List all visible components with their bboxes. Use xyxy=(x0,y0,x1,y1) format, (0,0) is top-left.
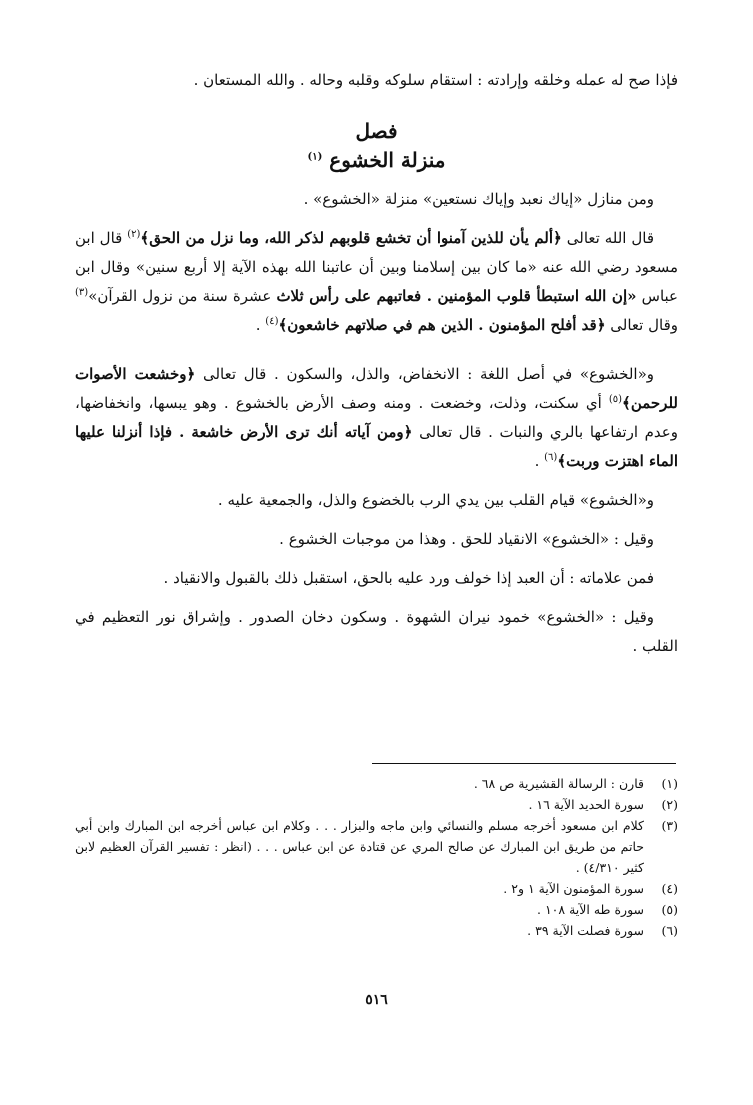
section-heading xyxy=(75,117,678,175)
footnote-item xyxy=(75,878,678,899)
footnote-text: سورة الحديد الآية ١٦ . xyxy=(528,797,644,812)
footnote-marker-2: (٢) xyxy=(127,229,141,240)
paragraph-verse-hadid: قال الله تعالى ﴿ألم يأن للذين آمنوا أن تخشع قلوبهم لذكر الله، وما نزل من الحق﴾$^{(٢)}$ قال ابن مسعود رضي الله عنه «ما كان بين إسلامنا وبين أن عاتبنا الله بهذه الآية إلا أربع سنين» وقال ابن عباس «إن الله استبطأ قلوب المؤمنين . فعاتبهم على رأس ثلاث عشرة سنة من نزول القرآن»$^{(٣)}$ وقال تعالى ﴿قد أفلح المؤمنون . الذين هم في صلاتهم خاشعون﴾$^{(٤)}$ . xyxy=(75,229,678,334)
footnote-text: كلام ابن مسعود أخرجه مسلم والنسائي وابن ماجه والبزار . . . وكلام ابن عباس أخرجه ابن المبارك وابن أبي حاتم من طريق ابن المبارك عن صالح المري عن قتادة عن ابن عباس . . . (انظر : تفسير القرآن العظيم لابن كثير ٤/٣١٠) . xyxy=(75,818,644,875)
footnote-item xyxy=(75,899,678,920)
subtitle-text: منزلة الخشوع xyxy=(329,148,446,172)
footnote-item xyxy=(75,773,678,794)
section-title: فصل xyxy=(355,119,398,143)
paragraph-khumud: وقيل : «الخشوع» خمود نيران الشهوة . وسكون دخان الصدور . وإشراق نور التعظيم في القلب . xyxy=(75,608,678,655)
footnote-item xyxy=(75,794,678,815)
footnote-number: (٦) xyxy=(661,923,678,938)
footnotes xyxy=(75,773,678,941)
footnote-number: (٣) xyxy=(661,818,678,833)
paragraph-alamat: فمن علاماته : أن العبد إذا خولف ورد عليه بالحق، استقبل ذلك بالقبول والانقياد . xyxy=(163,569,654,587)
paragraph-inqiyad: وقيل : «الخشوع» الانقياد للحق . وهذا من موجبات الخشوع . xyxy=(279,530,654,548)
subtitle-footnote-marker: (١) xyxy=(307,151,323,163)
footnote-item xyxy=(75,815,678,878)
quran-verse-hadid: ﴿ألم يأن للذين آمنوا أن تخشع قلوبهم لذكر الله، وما نزل من الحق﴾ xyxy=(140,229,562,247)
ibn-abbas-quote: «إن الله استبطأ قلوب المؤمنين . فعاتبهم على رأس ثلاث xyxy=(276,287,637,305)
footnote-number: (١) xyxy=(661,776,678,791)
footnote-text: سورة المؤمنون الآية ١ و٢ . xyxy=(503,881,644,896)
footnote-marker-5: (٥) xyxy=(608,394,623,405)
footnote-number: (٥) xyxy=(661,902,678,917)
page-number: ٥١٦ xyxy=(365,992,388,1008)
paragraph-manzil: ومن منازل «إياك نعبد وإياك نستعين» منزلة «الخشوع» . xyxy=(303,190,654,208)
intro-line: فإذا صح له عمله وخلقه وإرادته : استقام سلوكه وقلبه وحاله . والله المستعان . xyxy=(193,71,678,89)
quran-verse-fussilat: ﴿ومن آياته أنك ترى الأرض خاشعة . فإذا أنزلنا عليها الماء اهتزت وربت﴾ xyxy=(75,423,678,470)
footnote-item xyxy=(75,920,678,941)
footnote-marker-6: (٦) xyxy=(544,452,558,463)
footnote-text: قارن : الرسالة القشيرية ص ٦٨ . xyxy=(473,776,644,791)
footnote-marker-3: (٣) xyxy=(75,287,89,298)
footnote-divider xyxy=(372,763,676,764)
main-text xyxy=(75,66,678,661)
paragraph-definition: و«الخشوع» قيام القلب بين يدي الرب بالخضوع والذل، والجمعية عليه . xyxy=(217,491,654,509)
footnote-number: (٢) xyxy=(661,797,678,812)
footnote-number: (٤) xyxy=(661,881,678,896)
quran-verse-taha: ﴿وخشعت الأصوات للرحمن﴾ xyxy=(75,365,678,412)
footnote-marker-4: (٤) xyxy=(265,316,279,327)
paragraph-lughah: و«الخشوع» في أصل اللغة : الانخفاض، والذل، والسكون . قال تعالى ﴿وخشعت الأصوات للرحمن﴾$^{(٥)}$ أي سكنت، وذلت، وخضعت . ومنه وصف الأرض بالخشوع . وهو يبسها، وانخفاضها، وعدم ارتفاعها بالري والنبات . قال تعالى ﴿ومن آياته أنك ترى الأرض خاشعة . فإذا أنزلنا عليها الماء اهتزت وربت﴾$^{(٦)}$ . xyxy=(75,365,678,470)
section-subtitle xyxy=(75,145,678,175)
footnote-text: سورة فصلت الآية ٣٩ . xyxy=(527,923,644,938)
footnote-text: سورة طه الآية ١٠٨ . xyxy=(537,902,644,917)
quran-verse-muminun: ﴿قد أفلح المؤمنون . الذين هم في صلاتهم خاشعون﴾ xyxy=(278,316,606,334)
